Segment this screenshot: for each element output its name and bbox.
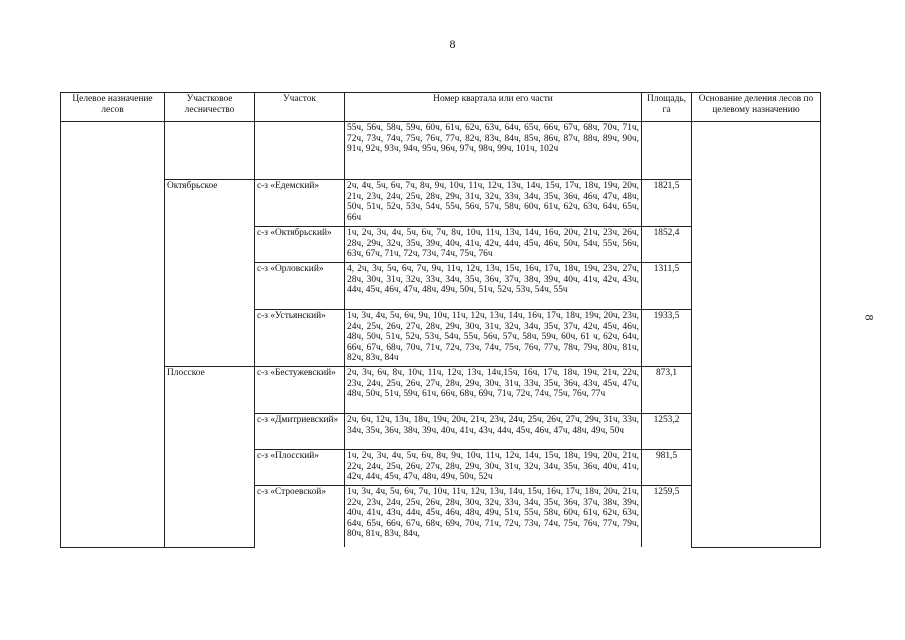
- quarters-cell: 2ч, 4ч, 5ч, 6ч, 7ч, 8ч, 9ч, 10ч, 11ч, 12ч, 13ч, 14ч, 15ч, 17ч, 18ч, 19ч, 20ч, 21ч, 23ч, 24ч, 25ч, 28ч, 29ч, 31ч, 32ч, 33ч, 34ч, 35ч, 36ч, 46ч, 47ч, 48ч, 50ч, 51ч, 52ч, 53ч, 54ч, 55ч, 56ч, 57ч, 58ч, 60ч, 61ч, 62ч, 63ч, 64ч, 65ч, 66ч: [345, 180, 642, 227]
- header-quarters: Номер квартала или его части: [345, 93, 642, 122]
- header-purpose: Целевое назначение лесов: [61, 93, 165, 122]
- table-header-row: [61, 93, 821, 122]
- site-cell: [255, 122, 345, 180]
- quarters-cell: 4, 2ч, 3ч, 5ч, 6ч, 7ч, 9ч, 11ч, 12ч, 13ч, 15ч, 16ч, 17ч, 18ч, 19ч, 23ч, 27ч, 28ч, 30ч, 31ч, 32ч, 33ч, 34ч, 35ч, 36ч, 37ч, 38ч, 39ч, 40ч, 41ч, 42ч, 43ч, 44ч, 45ч, 46ч, 47ч, 48ч, 49ч, 50ч, 51ч, 52ч, 53ч, 54ч, 55ч: [345, 263, 642, 310]
- site-cell: с-з «Орловский»: [255, 263, 345, 310]
- page-number-side: 8: [862, 314, 877, 321]
- quarters-cell: 1ч, 3ч, 4ч, 5ч, 6ч, 9ч, 10ч, 11ч, 12ч, 13ч, 14ч, 16ч, 17ч, 18ч, 19ч, 20ч, 23ч, 24ч, 25ч, 26ч, 27ч, 28ч, 29ч, 30ч, 31ч, 32ч, 34ч, 35ч, 37ч, 42ч, 45ч, 46ч, 48ч, 50ч, 51ч, 52ч, 53ч, 54ч, 55ч, 56ч, 57ч, 58ч, 59ч, 60ч, 61 ч, 62ч, 64ч, 66ч, 67ч, 68ч, 70ч, 71ч, 72ч, 73ч, 74ч, 75ч, 76ч, 77ч, 78ч, 79ч, 80ч, 81ч, 82ч, 83ч, 84ч: [345, 310, 642, 367]
- area-cell: 1253,2: [642, 414, 692, 450]
- site-cell: с-з «Строевской»: [255, 486, 345, 548]
- quarters-cell: 1ч, 3ч, 4ч, 5ч, 6ч, 7ч, 10ч, 11ч, 12ч, 13ч, 14ч, 15ч, 16ч, 17ч, 18ч, 20ч, 21ч, 22ч, 23ч, 24ч, 25ч, 26ч, 28ч, 30ч, 32ч, 33ч, 34ч, 35ч, 36ч, 37ч, 38ч, 39ч, 40ч, 41ч, 43ч, 44ч, 45ч, 46ч, 48ч, 49ч, 51ч, 55ч, 58ч, 60ч, 61ч, 62ч, 63ч, 64ч, 65ч, 66ч, 67ч, 68ч, 69ч, 70ч, 71ч, 72ч, 73ч, 74ч, 75ч, 76ч, 77ч, 79ч, 80ч, 81ч, 83ч, 84ч,: [345, 486, 642, 548]
- basis-cell: [692, 122, 821, 548]
- header-forestry: Участковое лесничество: [165, 93, 255, 122]
- site-cell: с-з «Плосский»: [255, 450, 345, 486]
- area-cell: 1259,5: [642, 486, 692, 548]
- area-cell: 1933,5: [642, 310, 692, 367]
- purpose-cell: [61, 122, 165, 548]
- table-row: [61, 122, 821, 180]
- quarters-cell: 55ч, 56ч, 58ч, 59ч, 60ч, 61ч, 62ч, 63ч, 64ч, 65ч, 66ч, 67ч, 68ч, 70ч, 71ч, 72ч, 73ч, 74ч, 75ч, 76ч, 77ч, 82ч, 83ч, 84ч, 85ч, 86ч, 87ч, 88ч, 89ч, 90ч, 91ч, 92ч, 93ч, 94ч, 95ч, 96ч, 97ч, 98ч, 99ч, 101ч, 102ч: [345, 122, 642, 180]
- forestry-cell: Плосское: [165, 367, 255, 548]
- site-cell: с-з «Едемский»: [255, 180, 345, 227]
- area-cell: 981,5: [642, 450, 692, 486]
- forestry-cell: [165, 122, 255, 180]
- header-basis: Основание деления лесов по целевому назначению: [692, 93, 821, 122]
- site-cell: с-з «Октябрьский»: [255, 227, 345, 263]
- header-area: Площадь, га: [642, 93, 692, 122]
- site-cell: с-з «Дмитриевский»: [255, 414, 345, 450]
- page-number-top: 8: [449, 37, 456, 51]
- area-cell: 1311,5: [642, 263, 692, 310]
- site-cell: с-з «Устьянский»: [255, 310, 345, 367]
- area-cell: 1821,5: [642, 180, 692, 227]
- area-cell: [642, 122, 692, 180]
- quarters-cell: 1ч, 2ч, 3ч, 4ч, 5ч, 6ч, 7ч, 8ч, 10ч, 11ч, 13ч, 14ч, 16ч, 20ч, 21ч, 23ч, 26ч, 28ч, 29ч, 32ч, 35ч, 39ч, 40ч, 41ч, 42ч, 44ч, 45ч, 46ч, 50ч, 54ч, 55ч, 56ч, 63ч, 67ч, 71ч, 72ч, 73ч, 74ч, 75ч, 76ч: [345, 227, 642, 263]
- quarters-cell: 1ч, 2ч, 3ч, 4ч, 5ч, 6ч, 8ч, 9ч, 10ч, 11ч, 12ч, 14ч, 15ч, 18ч, 19ч, 20ч, 21ч, 22ч, 24ч, 25ч, 26ч, 27ч, 28ч, 29ч, 30ч, 31ч, 32ч, 34ч, 35ч, 36ч, 40ч, 41ч, 42ч, 44ч, 45ч, 47ч, 48ч, 49ч, 50ч, 52ч: [345, 450, 642, 486]
- area-cell: 873,1: [642, 367, 692, 414]
- forest-purpose-table: [60, 92, 821, 548]
- area-cell: 1852,4: [642, 227, 692, 263]
- forestry-cell: Октябрьское: [165, 180, 255, 367]
- quarters-cell: 2ч, 6ч, 12ч, 13ч, 18ч, 19ч, 20ч, 21ч, 23ч, 24ч, 25ч, 26ч, 27ч, 29ч, 31ч, 33ч, 34ч, 35ч, 36ч, 38ч, 39ч, 40ч, 41ч, 43ч, 44ч, 45ч, 46ч, 47ч, 48ч, 49ч, 50ч: [345, 414, 642, 450]
- site-cell: с-з «Бестужевский»: [255, 367, 345, 414]
- header-site: Участок: [255, 93, 345, 122]
- quarters-cell: 2ч, 3ч, 6ч, 8ч, 10ч, 11ч, 12ч, 13ч, 14ч,15ч, 16ч, 17ч, 18ч, 19ч, 21ч, 22ч, 23ч, 24ч, 25ч, 26ч, 27ч, 28ч, 29ч, 30ч, 31ч, 33ч, 35ч, 36ч, 43ч, 45ч, 47ч, 48ч, 50ч, 51ч, 59ч, 61ч, 66ч, 68ч, 69ч, 71ч, 72ч, 74ч, 75ч, 76ч, 77ч: [345, 367, 642, 414]
